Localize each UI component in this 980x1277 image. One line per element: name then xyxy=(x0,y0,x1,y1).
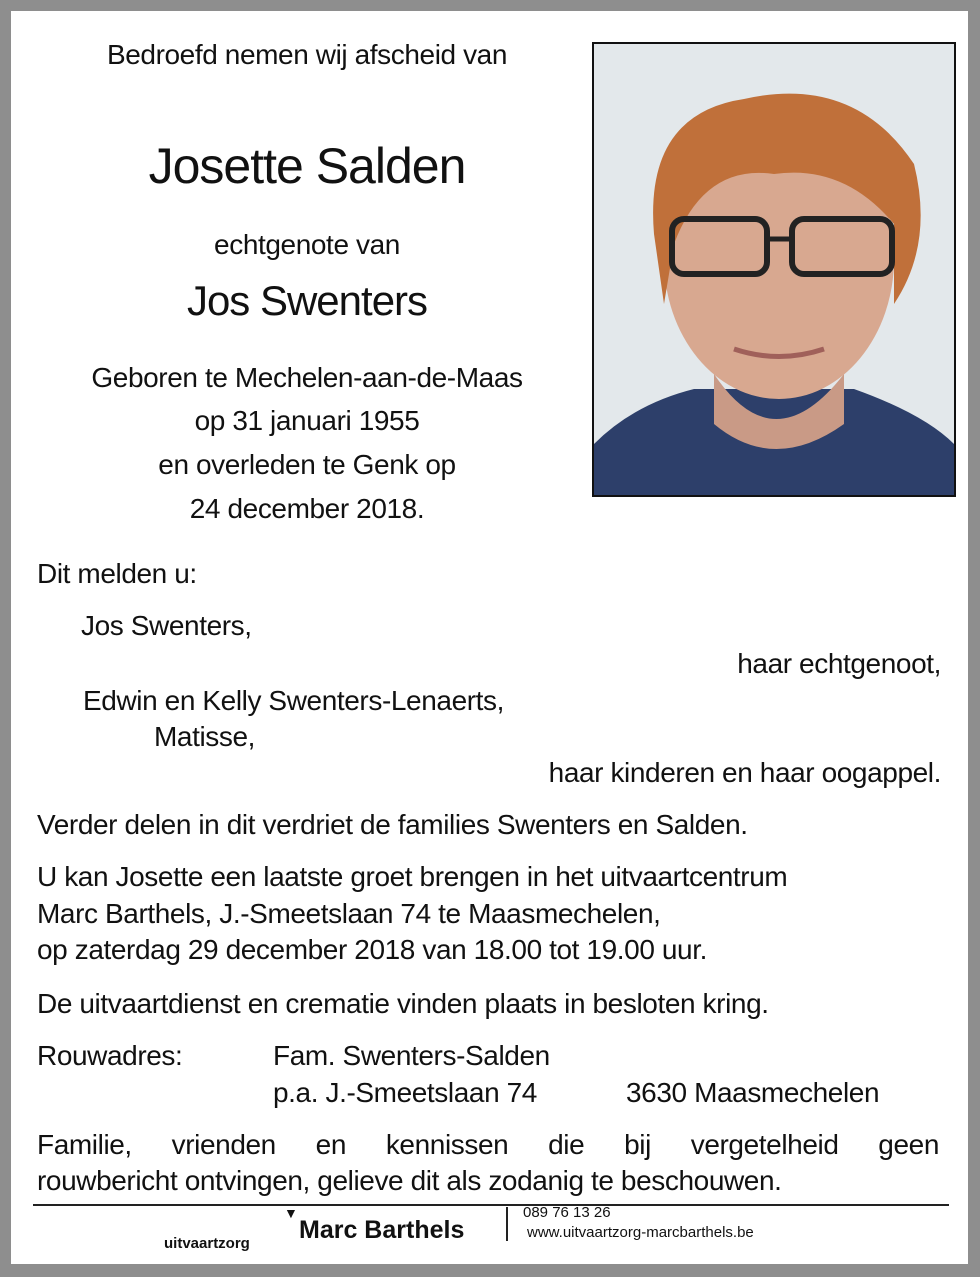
announcer-name: Jos Swenters, xyxy=(81,610,252,641)
spouse-label: echtgenote van xyxy=(214,229,400,260)
footer-separator xyxy=(506,1207,508,1241)
service-text: De uitvaartdienst en crematie vinden plaats in besloten kring. xyxy=(37,988,769,1019)
footer-prefix: uitvaartzorg xyxy=(164,1235,250,1252)
death-line: 24 december 2018. xyxy=(189,493,425,524)
deceased-name: Josette Salden xyxy=(148,138,466,194)
visitation-line: op zaterdag 29 december 2018 van 18.00 tot 19.00 uur. xyxy=(37,934,707,965)
announcer-relation: haar kinderen en haar oogappel. xyxy=(548,757,941,788)
footer-phone: 089 76 13 26 xyxy=(523,1204,611,1221)
footer-brand: Marc Barthels xyxy=(299,1216,465,1244)
announcer-relation: haar echtgenoot, xyxy=(737,648,941,679)
visitation-line: Marc Barthels, J.-Smeetslaan 74 te Maasmechelen, xyxy=(37,898,661,929)
triangle-icon: ▼ xyxy=(284,1205,298,1221)
closing-line: Familie, vrienden en kennissen die bij vergetelheid geen xyxy=(37,1129,939,1160)
intro-text: Bedroefd nemen wij afscheid van xyxy=(106,39,508,70)
visitation-line: U kan Josette een laatste groet brengen in het uitvaartcentrum xyxy=(37,861,788,892)
announcers-intro: Dit melden u: xyxy=(37,558,197,589)
announcer-name: Matisse, xyxy=(154,721,256,752)
portrait-photo xyxy=(592,42,956,497)
families-text: Verder delen in dit verdriet de families Swenters en Salden. xyxy=(37,809,748,840)
address-street: p.a. J.-Smeetslaan 74 xyxy=(273,1077,537,1108)
death-line: en overleden te Genk op xyxy=(158,449,456,480)
birth-line: Geboren te Mechelen-aan-de-Maas xyxy=(91,362,523,393)
closing-line: rouwbericht ontvingen, gelieve dit als zodanig te beschouwen. xyxy=(37,1165,782,1196)
divider xyxy=(33,1204,949,1206)
address-line: Fam. Swenters-Salden xyxy=(273,1040,550,1071)
spouse-name: Jos Swenters xyxy=(186,277,428,324)
footer-website[interactable]: www.uitvaartzorg-marcbarthels.be xyxy=(527,1224,754,1241)
birth-line: op 31 januari 1955 xyxy=(194,405,420,436)
address-city: 3630 Maasmechelen xyxy=(626,1077,880,1108)
announcer-name: Edwin en Kelly Swenters-Lenaerts, xyxy=(83,685,505,716)
obituary-card xyxy=(11,11,968,1264)
address-label: Rouwadres: xyxy=(37,1040,183,1071)
